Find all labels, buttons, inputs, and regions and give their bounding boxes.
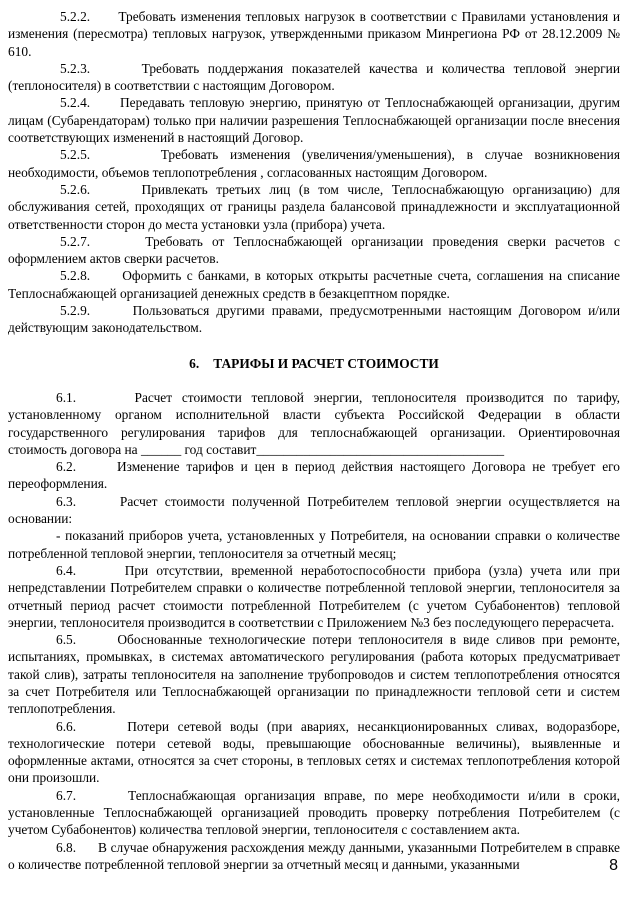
paragraph-text: Расчет стоимости тепловой энергии, теплоносителя производится по тарифу, установленному органом исполнительной власти субъекта Российской Федерации в области государственного регулирования тарифов для теплоснабжающей организации. Ориентировочная стоимость договора на [8, 389, 620, 457]
paragraph-number: 5.2.4. [60, 95, 91, 111]
section-6 [8, 389, 620, 873]
paragraph-6-6 [8, 718, 620, 787]
heading-number: 6. [189, 355, 200, 371]
paragraph-text: Расчет стоимости полученной Потребителем тепловой энергии осуществляется на основании: [8, 493, 621, 527]
paragraph-number: 5.2.8. [60, 268, 91, 284]
paragraph-item [8, 60, 620, 95]
paragraph-item [8, 8, 620, 60]
paragraph-number: 5.2.5. [60, 147, 91, 163]
paragraph-text: Пользоваться другими правами, предусмотренными настоящим Договором и/или действующим законодательством. [8, 303, 620, 336]
bullet-text: - показаний приборов учета, установленных у Потребителя, на основании справки о количестве потребленной тепловой энергии, теплоносителя за отчетный месяц; [8, 528, 620, 561]
paragraph-text: Обоснованные технологические потери теплоносителя в виде сливов при ремонте, испытаниях, промывках, в системах автоматического регулирования (работа которых предусматривает такой слив), затраты теплоносителя на заполнение трубопроводов и систем теплопотребления относятся за счет Потребителя или Теплоснабжающей организации по принадлежности тепловой сети и систем теплопотребления. [8, 632, 620, 717]
paragraph-6-2 [8, 458, 620, 493]
paragraph-item [8, 233, 620, 268]
paragraph-text: Потери сетевой воды (при авариях, несанкционированных сливах, водоразборе, технологические потери сетевой воды, превышающие обоснованные величины), выявленные и оформленные актами, относятся за счет стороны, в тепловых сетях и системах теплопотребления которой они произошли. [8, 718, 620, 786]
blank-year: ______ [140, 441, 182, 457]
paragraph-number: 6.1. [56, 389, 77, 405]
paragraph-number: 5.2.9. [60, 303, 91, 319]
paragraph-6-3-bullet [8, 527, 620, 562]
paragraph-text: Требовать изменения тепловых нагрузок в соответствии с Правилами установления и изменения (пересмотра) тепловых нагрузок, утвержденными приказом Минрегиона РФ от 28.12.2009 № 610. [8, 9, 620, 59]
paragraph-number: 6.8. [56, 839, 77, 855]
paragraph-item [8, 94, 620, 146]
paragraph-text: В случае обнаружения расхождения между данными, указанными Потребителем в справке о количестве потребленной тепловой энергии за отчетный месяц и данными, указанными [8, 839, 620, 872]
paragraph-text: Передавать тепловую энергию, принятую от Теплоснабжающей организации, другим лицам (Субарендаторам) только при наличии разрешения Теплоснабжающей организации после внесения соответствующих изменений в настоящий Договор. [8, 95, 620, 146]
paragraph-text: Оформить с банками, в которых открыты расчетные счета, соглашения на списание Теплоснабжающей организацией денежных средств в безакцептном порядке. [8, 268, 620, 301]
paragraph-number: 5.2.2. [60, 9, 91, 24]
heading-title: ТАРИФЫ И РАСЧЕТ СТОИМОСТИ [213, 355, 439, 371]
paragraph-number: 6.2. [56, 459, 77, 475]
paragraph-item [8, 267, 620, 302]
paragraph-6-4 [8, 562, 620, 631]
paragraph-number: 5.2.6. [60, 181, 91, 197]
paragraph-6-7 [8, 787, 620, 839]
paragraph-number: 5.2.3. [60, 60, 91, 76]
paragraph-6-5 [8, 631, 620, 717]
paragraph-6-8 [8, 839, 620, 874]
paragraph-6-3 [8, 493, 620, 528]
paragraph-item [8, 302, 620, 337]
paragraph-text: Требовать поддержания показателей качества и количества тепловой энергии (теплоносителя) в соответствии с настоящим Договором. [8, 60, 620, 94]
paragraph-text: Привлекать третьих лиц (в том числе, Теплоснабжающую организацию) для обслуживания сетей, проходящих от границы раздела балансовой принадлежности и эксплуатационной ответственности сторон до места установки узла (прибора) учета. [8, 181, 620, 232]
paragraph-number: 6.7. [56, 787, 77, 803]
paragraph-text: Изменение тарифов и цен в период действия настоящего Договора не требует его переоформления. [8, 459, 620, 492]
page-number: 8 [609, 857, 618, 874]
paragraph-number: 6.3. [56, 493, 77, 509]
paragraph-item [8, 146, 620, 181]
paragraph-number: 5.2.7. [60, 233, 91, 249]
paragraph-number: 6.5. [56, 632, 77, 648]
paragraph-item [8, 181, 620, 233]
paragraph-text: При отсутствии, временной неработоспособности прибора (узла) учета или при непредставлении Потребителем справки о количестве потребленной тепловой энергии, теплоносителя за отчетный период расчет стоимости потребленной Потребителем (с учетом Субабонентов) тепловой энергии, теплоносителя производится в соответствии с Приложением №3 без последующего перерасчета. [8, 562, 620, 630]
document-page [8, 8, 620, 873]
paragraph-text-mid: год составит [184, 441, 257, 457]
paragraph-text: Теплоснабжающая организация вправе, по мере необходимости и/или в сроки, установленные Теплоснабжающей организацией проводить проверку потребления Потребителем (с учетом Субабонентов) количества тепловой энергии, теплоносителя с составлением акта. [8, 787, 620, 838]
section-heading [8, 355, 620, 372]
paragraph-number: 6.4. [56, 562, 77, 578]
blank-amount: _____________________________________ [256, 441, 505, 457]
paragraph-number: 6.6. [56, 718, 77, 734]
paragraph-text: Требовать изменения (увеличения/уменьшения), в случае возникновения необходимости, объемов теплопотребления , согласованных настоящим Договором. [8, 147, 620, 180]
paragraph-6-1 [8, 389, 620, 458]
paragraph-text: Требовать от Теплоснабжающей организации проведения сверки расчетов с оформлением актов сверки расчетов. [8, 233, 620, 267]
section-5-items [8, 8, 620, 337]
